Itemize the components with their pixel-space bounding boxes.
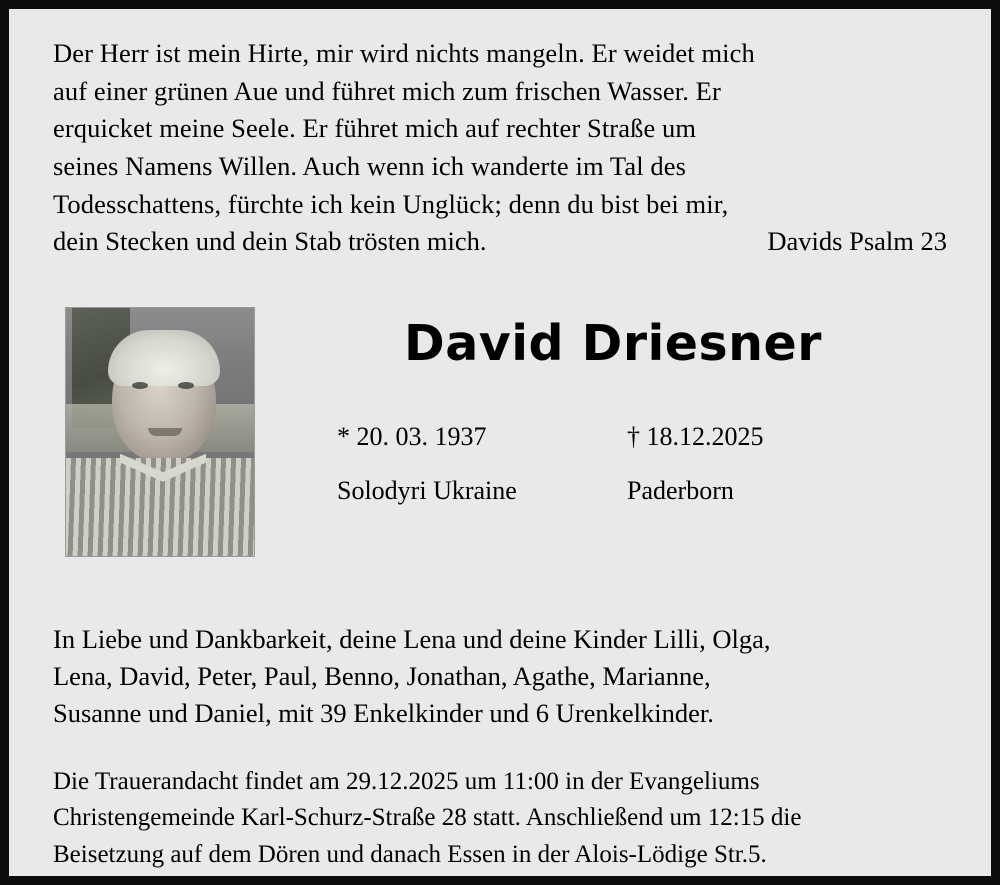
deceased-name: David Driesner bbox=[404, 314, 822, 372]
dates-row bbox=[327, 422, 947, 452]
verse-line: dein Stecken und dein Stab trösten mich. bbox=[53, 226, 487, 257]
verse-line: auf einer grünen Aue und führet mich zum frischen Wasser. Er bbox=[53, 75, 721, 106]
bible-verse bbox=[53, 35, 947, 223]
verse-line: erquicket meine Seele. Er führet mich auf rechter Straße um bbox=[53, 113, 697, 144]
family-line: In Liebe und Dankbarkeit, deine Lena und deine Kinder Lilli, Olga, bbox=[53, 623, 771, 654]
service-line: Die Trauerandacht findet am 29.12.2025 um 11:00 in der Evangeliums bbox=[53, 768, 760, 796]
verse-line: Todesschattens, fürchte ich kein Unglück; denn du bist bei mir, bbox=[53, 188, 729, 219]
service-line: Beisetzung auf dem Dören und danach Essen in der Alois-Lödige Str.5. bbox=[53, 840, 767, 868]
name-and-dates-column bbox=[255, 307, 947, 506]
family-line: Lena, David, Peter, Paul, Benno, Jonathan, Agathe, Marianne, bbox=[53, 660, 711, 691]
portrait-photo bbox=[65, 307, 255, 557]
service-details bbox=[53, 764, 947, 873]
photo-eye-right bbox=[178, 382, 194, 389]
places-row bbox=[327, 476, 947, 506]
verse-line: seines Namens Willen. Auch wenn ich wanderte im Tal des bbox=[53, 150, 687, 181]
verse-final-line bbox=[53, 223, 947, 261]
family-message bbox=[53, 621, 947, 732]
verse-line: Der Herr ist mein Hirte, mir wird nichts mangeln. Er weidet mich bbox=[53, 38, 755, 68]
family-line: Susanne und Daniel, mit 39 Enkelkinder und 6 Urenkelkinder. bbox=[53, 697, 714, 728]
obituary-inner bbox=[9, 9, 991, 876]
service-line: Christengemeinde Karl-Schurz-Straße 28 statt. Anschließend um 12:15 die bbox=[53, 804, 802, 832]
photo-mouth bbox=[148, 428, 182, 436]
verse-source: Davids Psalm 23 bbox=[767, 226, 947, 257]
birth-date: * 20. 03. 1937 bbox=[337, 421, 487, 451]
death-date: † 18.12.2025 bbox=[627, 421, 764, 451]
portrait-and-name-block bbox=[53, 307, 947, 557]
photo-hair bbox=[108, 330, 220, 386]
birth-place: Solodyri Ukraine bbox=[337, 475, 517, 505]
death-place: Paderborn bbox=[627, 475, 734, 505]
photo-eye-left bbox=[132, 382, 148, 389]
